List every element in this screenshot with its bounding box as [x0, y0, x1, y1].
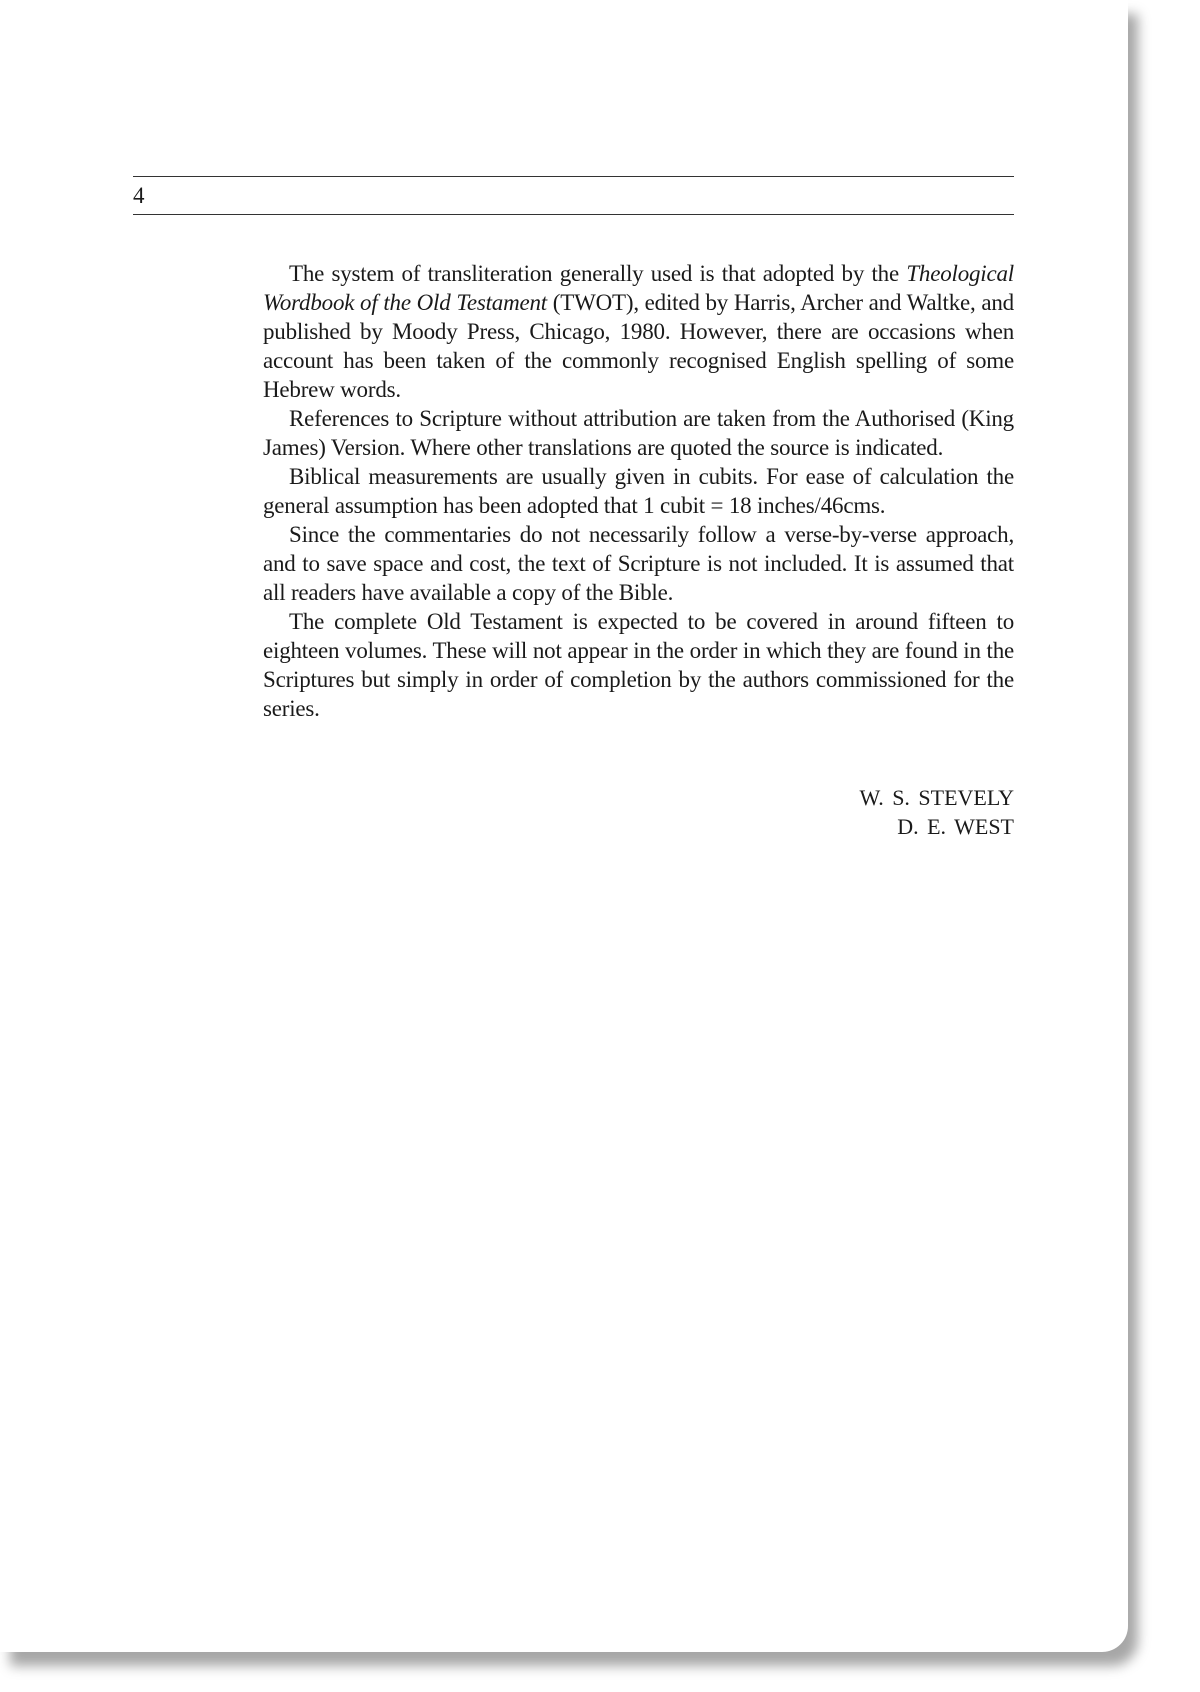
page-number: 4 [133, 183, 145, 208]
paragraph-transliteration [263, 259, 1014, 404]
signature-block [700, 783, 1014, 841]
header-rule-top [133, 176, 1014, 177]
body-text [263, 259, 1014, 723]
book-title: Theological Wordbook of the Old Testament [263, 261, 1014, 315]
signature-name: W. S. STEVELY [859, 785, 1014, 810]
header-rule-bottom [133, 214, 1014, 215]
paragraph-commentaries: Since the commentaries do not necessarily follow a verse-by-verse approach, and to save space and cost, the text of Scripture is not included. It is assumed that all readers have available a copy of the Bible. [263, 522, 1014, 605]
signature-name: D. E. WEST [897, 814, 1014, 839]
paragraph-volumes: The complete Old Testament is expected to be covered in around fifteen to eighteen volumes. These will not appear in the order in which they are found in the Scriptures but simply in order of completion by the authors commissioned for the series. [263, 609, 1014, 721]
paragraph-measurements: Biblical measurements are usually given in cubits. For ease of calculation the general assumption has been adopted that 1 cubit = 18 inches/46cms. [263, 464, 1014, 518]
paragraph-scripture-references: References to Scripture without attribution are taken from the Authorised (King James) Version. Where other translations are quoted the source is indicated. [263, 406, 1014, 460]
paragraph-text: The system of transliteration generally used is that adopted by the [289, 261, 907, 286]
paragraph-text: (TWOT), edited by Harris, Archer and Waltke, and published by Moody Press, Chicago, 1980. However, there are occasions when account has been taken of the commonly recognised English spelling of some Hebrew words. [263, 290, 1014, 402]
